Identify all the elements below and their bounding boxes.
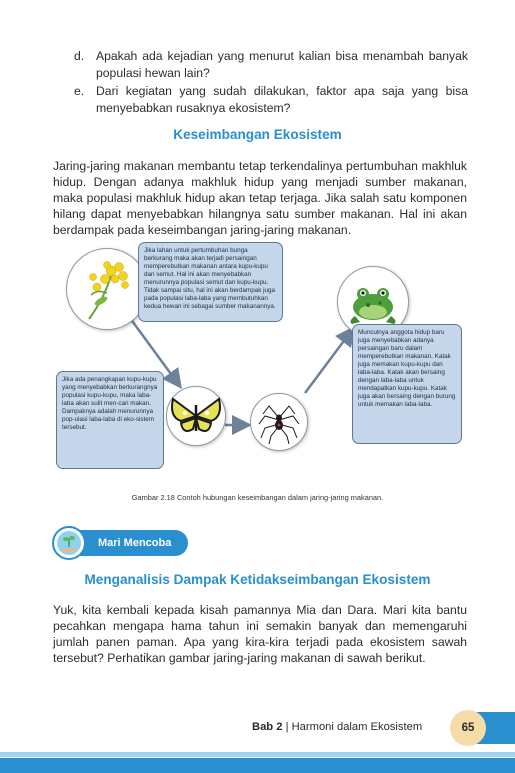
butterfly-icon: [167, 387, 225, 445]
spider-icon: [251, 394, 307, 450]
footer-separator: |: [285, 721, 289, 733]
badge-icon-ring: [52, 526, 86, 560]
badge-label: Mari Mencoba: [98, 537, 172, 549]
food-web-figure: [52, 238, 466, 483]
bubble-top: Jika lahan untuk pertumbuhan bunga berkurang maka akan terjadi persaingan memperebutkan makanan antara kupu-kupu dan semut. Hal ini akan menyebabkan menurunnya populasi semut dan kupu-kupu. Tidak sampai situ, hal ini akan berdampak juga pada populasi laba-laba yang membutuhkan kedua hewan ini sebagai sumber makanannya.: [138, 242, 283, 322]
flower-icon: [67, 249, 147, 329]
figure-caption: Gambar 2.18 Contoh hubungan keseimbangan dalam jaring-jaring makanan.: [131, 493, 384, 502]
footer-chapter: [252, 721, 422, 733]
footer-chapter-title: Harmoni dalam Ekosistem: [291, 721, 423, 733]
section-paragraph: Jaring-jaring makanan membantu tetap terkendalinya pertumbuhan makhluk hidup. Dengan adanya makhluk hidup yang menjadi sumber makanan, maka populasi makhluk hidup akan tetap terjaga. Jika salah satu komponen hilang dapat menyebabkan hilangnya satu sumber makanan. Hal ini akan berdampak pada keseimbangan jaring-jaring makanan.: [53, 159, 467, 237]
question-e: [0, 83, 515, 119]
flower-circle: [66, 248, 148, 330]
page-number: 65: [450, 710, 486, 746]
section-heading-2: Menganalisis Dampak Ketidakseimbangan Ekosistem: [84, 572, 431, 587]
activity-badge: [52, 526, 188, 560]
question-text: Dari kegiatan yang sudah dilakukan, faktor apa saja yang bisa menyebabkan rusaknya ekosistem?: [96, 84, 468, 115]
arrow-spider-to-frog: [305, 330, 352, 393]
bottom-band: [0, 758, 515, 773]
bubble-left: Jika ada penangkapan kupu-kupu yang menyebabkan berkurangnya populasi kupu-kupu, maka laba-laba akan sulit men-cari makan. Dampaknya adalah menurunnya pop-ulasi laba-laba di eko-sistem tersebut.: [56, 371, 164, 469]
hand-holding-plant-icon: [54, 528, 84, 558]
question-text: Apakah ada kejadian yang menurut kalian bisa menambah banyak populasi hewan lain?: [96, 49, 468, 80]
section-heading: Keseimbangan Ekosistem: [173, 127, 342, 142]
footer-chapter-number: Bab 2: [252, 721, 283, 733]
spider-circle: [250, 393, 308, 451]
butterfly-circle: [166, 386, 226, 446]
question-letter: d.: [74, 49, 85, 63]
question-d: [0, 48, 515, 84]
section-paragraph-2: Yuk, kita kembali kepada kisah pamannya Mia dan Dara. Mari kita bantu pecahkan mengapa hama tahun ini semakin banyak dan memengaruhi jumlah panen paman. Apa yang kira-kira terjadi pada ekosistem sawah tersebut? Perhatikan gambar jaring-jaring makanan di sawah berikut.: [53, 603, 467, 665]
bottom-band-light: [0, 752, 515, 757]
bubble-right: Munculnya anggota hidup baru juga menyebabkan adanya persaingan baru dalam memperebutkan makanan. Katak juga memakan kupu-kupu dan laba-laba. Katak akan bersaing dengan laba-laba untuk mendapatkan kupu-kupu. Katak juga akan bersaing dengan burung untuk memakan laba-laba.: [352, 324, 462, 444]
question-letter: e.: [74, 84, 85, 98]
